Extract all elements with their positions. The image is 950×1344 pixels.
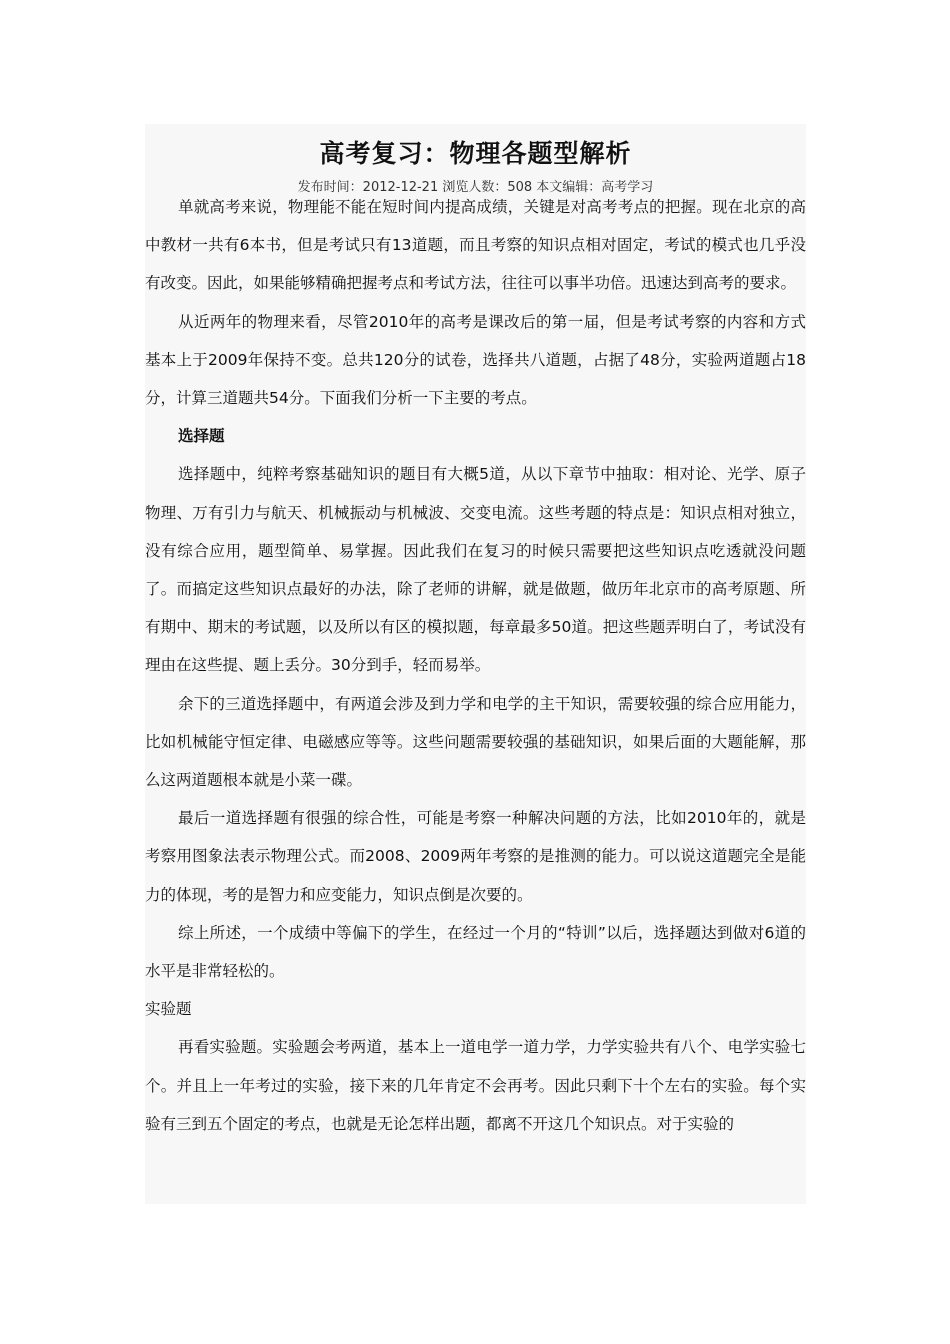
paragraph-choice-summary: 综上所述，一个成绩中等偏下的学生，在经过一个月的“特训”以后，选择题达到做对6道的水平是非常轻松的。 bbox=[145, 923, 806, 981]
section-heading-choice: 选择题 bbox=[178, 427, 225, 446]
paragraph-experiment: 再看实验题。实验题会考两道，基本上一道电学一道力学，力学实验共有八个、电学实验七个。并且上一年考过的实验，接下来的几年肯定不会再考。因此只剩下十个左右的实验。每个实验有三到五个固定的考点，也就是无论怎样出题，都离不开这几个知识点。对于实验的 bbox=[145, 1038, 806, 1133]
article-body bbox=[145, 188, 806, 1143]
paragraph-intro: 单就高考来说，物理能不能在短时间内提高成绩，关键是对高考考点的把握。现在北京的高中教材一共有6本书，但是考试只有13道题，而且考察的知识点相对固定，考试的模式也几乎没有改变。因此，如果能够精确把握考点和考试方法，往往可以事半功倍。迅速达到高考的要求。 bbox=[145, 198, 806, 293]
paragraph-overview: 从近两年的物理来看，尽管2010年的高考是课改后的第一届，但是考试考察的内容和方式基本上于2009年保持不变。总共120分的试卷，选择共八道题，占据了48分，实验两道题占18分，计算三道题共54分。下面我们分析一下主要的考点。 bbox=[145, 312, 806, 408]
article-meta: 发布时间：2012-12-21 浏览人数：508 本文编辑：高考学习 bbox=[297, 180, 654, 195]
section-heading-experiment: 实验题 bbox=[145, 1000, 192, 1019]
paragraph-choice-core: 余下的三道选择题中，有两道会涉及到力学和电学的主干知识，需要较强的综合应用能力，比如机械能守恒定律、电磁感应等等。这些问题需要较强的基础知识，如果后面的大题能解，那么这两道题根本就是小菜一碟。 bbox=[145, 694, 806, 790]
paragraph-choice-basic: 选择题中，纯粹考察基础知识的题目有大概5道，从以下章节中抽取：相对论、光学、原子物理、万有引力与航天、机械振动与机械波、交变电流。这些考题的特点是：知识点相对独立，没有综合应用，题型简单、易掌握。因此我们在复习的时候只需要把这些知识点吃透就没问题了。而搞定这些知识点最好的办法，除了老师的讲解，就是做题，做历年北京市的高考原题、所有期中、期末的考试题，以及所以有区的模拟题，每章最多50道。把这些题弄明白了，考试没有理由在这些提、题上丢分。30分到手，轻而易举。 bbox=[145, 465, 806, 675]
article-title: 高考复习：物理各题型解析 bbox=[319, 139, 632, 168]
paragraph-choice-last: 最后一道选择题有很强的综合性，可能是考察一种解决问题的方法，比如2010年的，就是考察用图象法表示物理公式。而2008、2009两年考察的是推测的能力。可以说这道题完全是能力的体现，考的是智力和应变能力，知识点倒是次要的。 bbox=[145, 809, 806, 904]
